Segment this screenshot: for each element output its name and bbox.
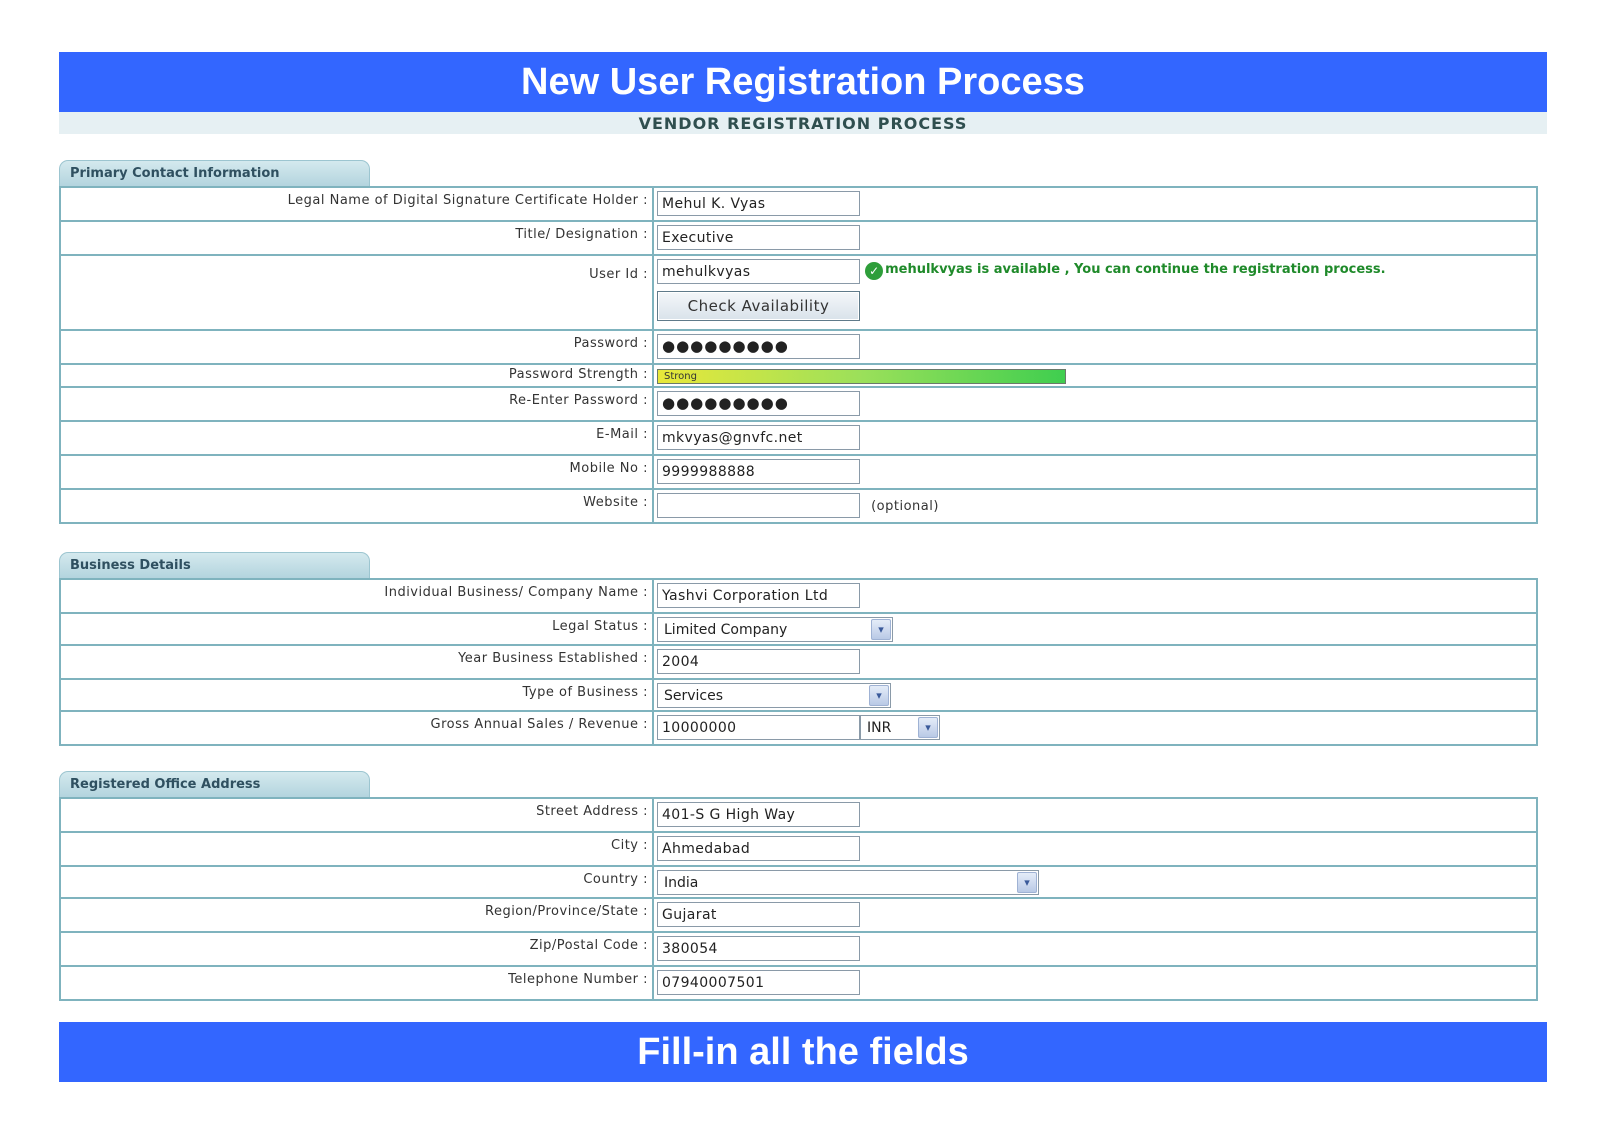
street-label: Street Address :: [60, 798, 653, 832]
form-row: [60, 187, 1537, 221]
company-name-input[interactable]: Yashvi Corporation Ltd: [657, 583, 860, 608]
password-label: Password :: [60, 330, 653, 364]
form-row: [60, 866, 1537, 898]
address-table: [59, 797, 1538, 1001]
website-label: Website :: [60, 489, 653, 523]
password-strength-text: Strong: [664, 371, 697, 382]
legal-status-value: Limited Company: [664, 621, 788, 638]
address-section-title: Registered Office Address: [59, 771, 370, 797]
email-input[interactable]: mkvyas@gnvfc.net: [657, 425, 860, 450]
dsc-holder-input[interactable]: Mehul K. Vyas: [657, 191, 860, 216]
chevron-down-icon[interactable]: ▾: [918, 717, 938, 738]
website-optional-hint: (optional): [871, 499, 939, 514]
page-title: New User Registration Process: [59, 52, 1547, 112]
primary-contact-section-title: Primary Contact Information: [59, 160, 370, 186]
street-input[interactable]: 401-S G High Way: [657, 802, 860, 827]
password-strength-label: Password Strength :: [60, 364, 653, 387]
availability-message: [865, 262, 1385, 280]
mobile-input[interactable]: 9999988888: [657, 459, 860, 484]
password-input[interactable]: ●●●●●●●●●: [657, 334, 860, 359]
form-row: [60, 455, 1537, 489]
business-type-select[interactable]: [657, 683, 891, 708]
reenter-password-label: Re-Enter Password :: [60, 387, 653, 421]
business-section: [59, 552, 1538, 746]
currency-value: INR: [867, 719, 892, 736]
address-section: [59, 771, 1538, 1001]
zip-label: Zip/Postal Code :: [60, 932, 653, 966]
form-row: [60, 898, 1537, 932]
revenue-input[interactable]: 10000000: [657, 715, 860, 740]
email-label: E-Mail :: [60, 421, 653, 455]
business-section-title: Business Details: [59, 552, 370, 578]
state-input[interactable]: Gujarat: [657, 902, 860, 927]
check-availability-button[interactable]: Check Availability: [657, 291, 860, 321]
form-row: [60, 932, 1537, 966]
website-input[interactable]: [657, 493, 860, 518]
country-label: Country :: [60, 866, 653, 898]
chevron-down-icon[interactable]: ▾: [871, 619, 891, 640]
country-select[interactable]: [657, 870, 1039, 895]
footer-instruction: Fill-in all the fields: [59, 1022, 1547, 1082]
form-row: [60, 364, 1537, 387]
form-row: [60, 798, 1537, 832]
primary-contact-section: [59, 160, 1538, 524]
form-row: [60, 966, 1537, 1000]
country-value: India: [664, 874, 699, 891]
form-row: [60, 330, 1537, 364]
primary-contact-table: [59, 186, 1538, 524]
form-row: [60, 645, 1537, 679]
city-input[interactable]: Ahmedabad: [657, 836, 860, 861]
form-row: [60, 832, 1537, 866]
legal-status-label: Legal Status :: [60, 613, 653, 645]
telephone-label: Telephone Number :: [60, 966, 653, 1000]
form-row: [60, 579, 1537, 613]
check-circle-icon: ✓: [865, 262, 883, 280]
business-type-value: Services: [664, 687, 724, 704]
currency-select[interactable]: [860, 715, 940, 740]
designation-label: Title/ Designation :: [60, 221, 653, 255]
user-id-label: User Id :: [60, 255, 653, 330]
password-strength-fill: [658, 370, 1065, 383]
zip-input[interactable]: 380054: [657, 936, 860, 961]
legal-status-select[interactable]: [657, 617, 893, 642]
dsc-holder-label: Legal Name of Digital Signature Certificate Holder :: [60, 187, 653, 221]
form-row: [60, 255, 1537, 330]
form-row: [60, 711, 1537, 745]
availability-text: mehulkvyas is available , You can continue the registration process.: [885, 262, 1386, 277]
form-row: [60, 387, 1537, 421]
form-row: [60, 421, 1537, 455]
form-row: [60, 489, 1537, 523]
form-row: [60, 679, 1537, 711]
chevron-down-icon[interactable]: ▾: [1017, 872, 1037, 893]
page-subtitle: VENDOR REGISTRATION PROCESS: [59, 112, 1547, 134]
business-type-label: Type of Business :: [60, 679, 653, 711]
revenue-label: Gross Annual Sales / Revenue :: [60, 711, 653, 745]
chevron-down-icon[interactable]: ▾: [869, 685, 889, 706]
year-established-label: Year Business Established :: [60, 645, 653, 679]
form-row: [60, 613, 1537, 645]
mobile-label: Mobile No :: [60, 455, 653, 489]
form-row: [60, 221, 1537, 255]
company-name-label: Individual Business/ Company Name :: [60, 579, 653, 613]
reenter-password-input[interactable]: ●●●●●●●●●: [657, 391, 860, 416]
password-strength-meter: [657, 369, 1066, 384]
year-established-input[interactable]: 2004: [657, 649, 860, 674]
city-label: City :: [60, 832, 653, 866]
user-id-input[interactable]: mehulkvyas: [657, 259, 860, 284]
designation-input[interactable]: Executive: [657, 225, 860, 250]
business-table: [59, 578, 1538, 746]
telephone-input[interactable]: 07940007501: [657, 970, 860, 995]
state-label: Region/Province/State :: [60, 898, 653, 932]
